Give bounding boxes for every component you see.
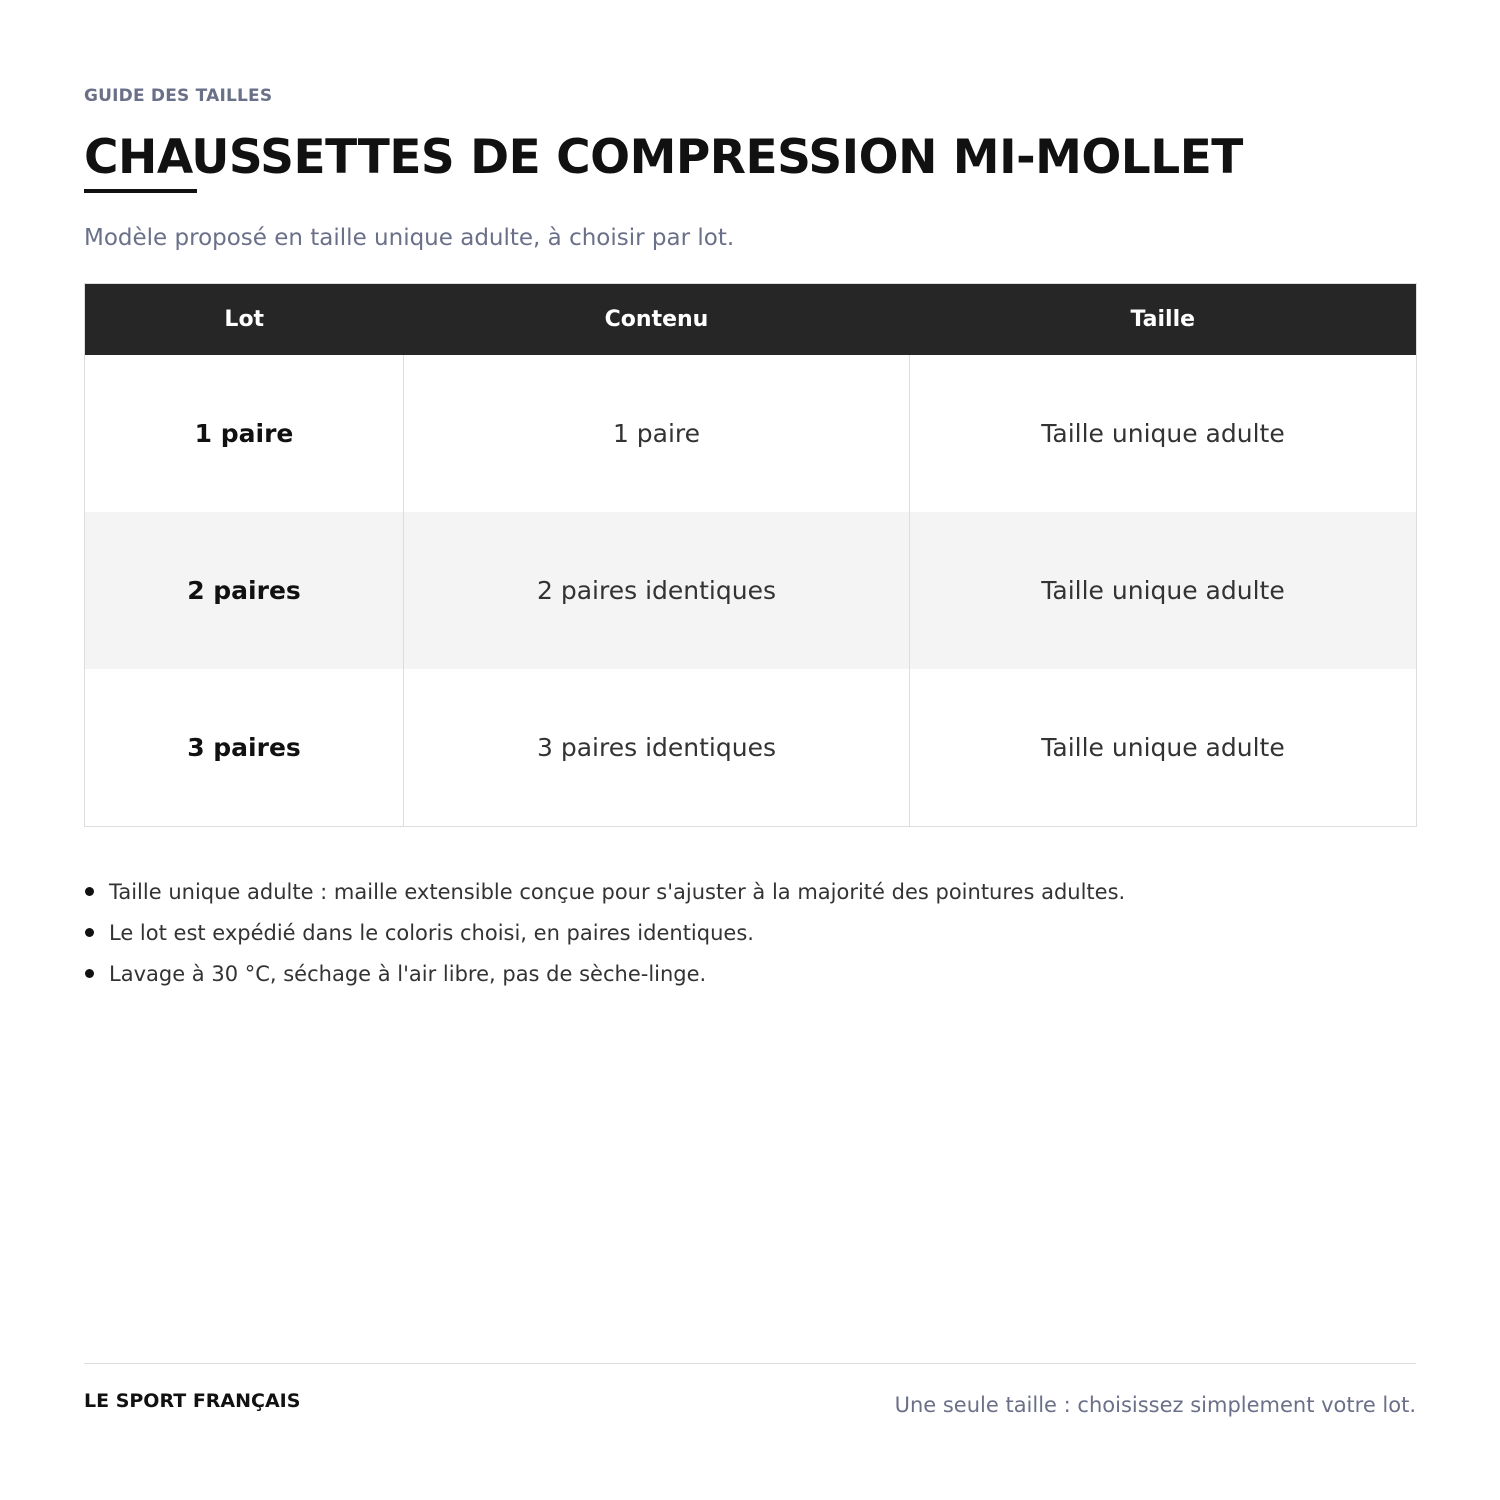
taille-cell: Taille unique adulte [910,355,1417,512]
footer-divider [84,1363,1416,1364]
note-text: Taille unique adulte : maille extensible conçue pour s'ajuster à la majorité des pointures adultes. [109,880,1126,904]
list-item [84,954,1125,995]
note-text: Lavage à 30 °C, séchage à l'air libre, pas de sèche-linge. [109,962,707,986]
column-header-contenu: Contenu [404,284,910,356]
contenu-cell: 3 paires identiques [404,669,910,827]
table-row [85,512,1417,669]
bullet-icon [85,887,94,896]
taille-cell: Taille unique adulte [910,512,1417,669]
contenu-cell: 1 paire [404,355,910,512]
notes-list [84,872,1125,995]
lot-cell: 1 paire [194,419,294,448]
title-underline [84,189,197,193]
taille-cell: Taille unique adulte [910,669,1417,827]
list-item [84,913,1125,954]
column-header-taille: Taille [910,284,1417,356]
note-text: Le lot est expédié dans le coloris choisi, en paires identiques. [109,921,754,945]
bullet-icon [85,969,94,978]
footer-tagline: Une seule taille : choisissez simplement votre lot. [894,1393,1416,1417]
table-row [85,669,1417,827]
lot-cell: 2 paires [85,512,404,669]
page-title: CHAUSSETTES DE COMPRESSION MI-MOLLET [84,130,1243,185]
column-header-lot: Lot [85,284,404,356]
table-header-row [85,284,1417,356]
page-subtitle: Modèle proposé en taille unique adulte, à choisir par lot. [84,225,735,251]
brand-name: LE SPORT FRANÇAIS [84,1390,301,1412]
bullet-icon [85,928,94,937]
lot-cell: 3 paires [187,733,301,762]
eyebrow-label: GUIDE DES TAILLES [84,86,273,106]
list-item [84,872,1125,913]
size-table [84,283,1417,827]
table-row [85,355,1417,512]
contenu-cell: 2 paires identiques [404,512,910,669]
